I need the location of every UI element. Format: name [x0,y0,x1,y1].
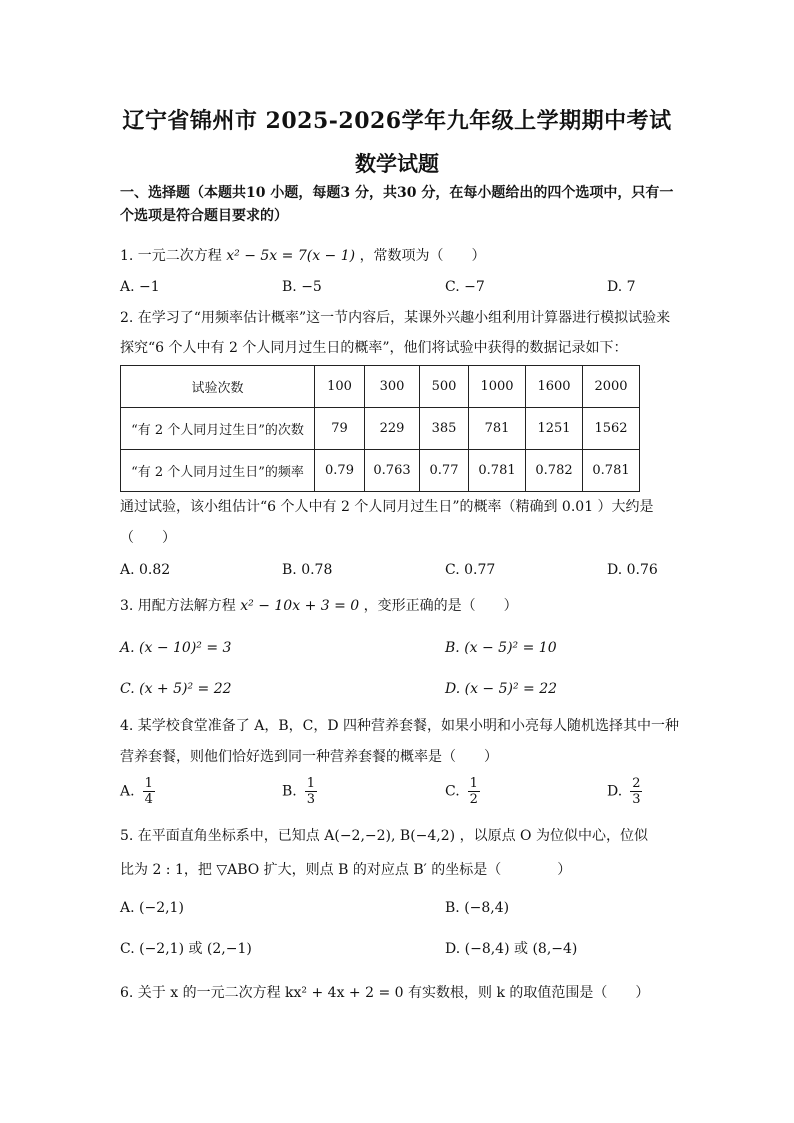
denominator: 3 [632,792,641,807]
q3-option-a: A. (x − 10)² = 3 [120,640,232,656]
fraction [468,776,480,807]
table-cell: 500 [420,366,469,408]
numerator: 1 [144,776,153,791]
section-heading-line1: 一、选择题（本题共10 小题，每题3 分，共30 分，在每小题给出的四个选项中，只有一 [120,185,674,201]
question-2-line2: 探究“6 个人中有 2 个人同月过生日的概率”，他们将试验中获得的数据记录如下： [120,340,628,356]
question-1-stem [120,246,486,266]
q4-option-c [445,776,480,807]
q1-equation: x² − 5x = 7(x − 1) [226,248,356,264]
q3-equation: x² − 10x + 3 = 0 [240,598,360,614]
fraction [630,776,642,807]
table-cell: 0.77 [420,450,469,492]
option-label: C. [445,783,460,800]
table-cell: 100 [315,366,365,408]
table-cell: “有 2 个人同月过生日”的次数 [121,408,315,450]
question-2-after-line1: 通过试验，该小组估计“6 个人中有 2 个人同月过生日”的概率（精确到 0.01 ）大约是 [120,499,654,515]
page-subtitle: 数学试题 [355,151,439,176]
q2-option-d: D. 0.76 [607,562,658,578]
table-cell: 0.781 [469,450,526,492]
table-row [121,450,640,492]
q1-prefix: 1. 一元二次方程 [120,248,222,264]
q4-option-d [607,776,642,807]
fraction [143,776,155,807]
table-cell: “有 2 个人同月过生日”的频率 [121,450,315,492]
question-3-stem [120,596,518,616]
question-4-line1: 4. 某学校食堂准备了 A，B，C，D 四种营养套餐，如果小明和小亮每人随机选择其中一种 [120,718,680,734]
q2-option-c: C. 0.77 [445,562,496,578]
option-label: A. [120,783,135,800]
question-5-line2: 比为 2 : 1，把 ▽ABO 扩大，则点 B 的对应点 B′ 的坐标是（ ） [120,862,572,878]
q1-option-c: C. −7 [445,279,485,295]
denominator: 2 [469,792,478,807]
table-cell: 300 [365,366,420,408]
option-label: D. [607,783,623,800]
q3-prefix: 3. 用配方法解方程 [120,598,236,614]
question-4-line2: 营养套餐，则他们恰好选到同一种营养套餐的概率是（ ） [120,749,498,765]
question-6-line1: 6. 关于 x 的一元二次方程 kx² + 4x + 2 = 0 有实数根，则 k 的取值范围是（ ） [120,985,650,1001]
q5-option-d: D. (−8,4) 或 (8,−4) [445,941,578,957]
q3-option-c: C. (x + 5)² = 22 [120,681,232,697]
table-cell: 1562 [583,408,640,450]
table-cell: 1000 [469,366,526,408]
page-title: 辽宁省锦州市 2025-2026学年九年级上学期期中考试 [122,108,672,134]
table-cell: 试验次数 [121,366,315,408]
table-header-row [121,366,640,408]
fraction [305,776,317,807]
question-2-line1: 2. 在学习了“用频率估计概率”这一节内容后，某课外兴趣小组利用计算器进行模拟试验来 [120,310,671,326]
table-row [121,408,640,450]
table-cell: 0.79 [315,450,365,492]
q3-option-d: D. (x − 5)² = 22 [445,681,558,697]
q2-option-b: B. 0.78 [282,562,333,578]
table-cell: 781 [469,408,526,450]
table-cell: 229 [365,408,420,450]
numerator: 2 [632,776,641,791]
q1-option-b: B. −5 [282,279,322,295]
q1-suffix: ，常数项为（ ） [359,248,486,264]
question-5-line1: 5. 在平面直角坐标系中，已知点 A(−2,−2), B(−4,2) ，以原点 O 为位似中心，位似 [120,828,648,844]
denominator: 4 [144,792,153,807]
question-2-after-line2: （ ） [120,530,176,546]
q5-option-b: B. (−8,4) [445,900,510,916]
table-cell: 2000 [583,366,640,408]
table-cell: 1600 [526,366,583,408]
q3-suffix: ，变形正确的是（ ） [363,598,518,614]
numerator: 1 [469,776,478,791]
q5-option-c: C. (−2,1) 或 (2,−1) [120,941,252,957]
q3-option-b: B. (x − 5)² = 10 [445,640,557,656]
q1-option-a: A. −1 [120,279,160,295]
frequency-table [120,365,640,492]
q1-option-d: D. 7 [607,279,636,295]
table-cell: 79 [315,408,365,450]
table-cell: 385 [420,408,469,450]
q5-option-a: A. (−2,1) [120,900,184,916]
numerator: 1 [306,776,316,791]
option-label: B. [282,783,297,800]
denominator: 3 [306,792,316,807]
q2-option-a: A. 0.82 [120,562,171,578]
table-cell: 0.781 [583,450,640,492]
table-cell: 0.782 [526,450,583,492]
q4-option-b [282,776,317,807]
table-cell: 1251 [526,408,583,450]
section-heading-line2: 个选项是符合题目要求的） [120,208,288,224]
q4-option-a [120,776,155,807]
table-cell: 0.763 [365,450,420,492]
